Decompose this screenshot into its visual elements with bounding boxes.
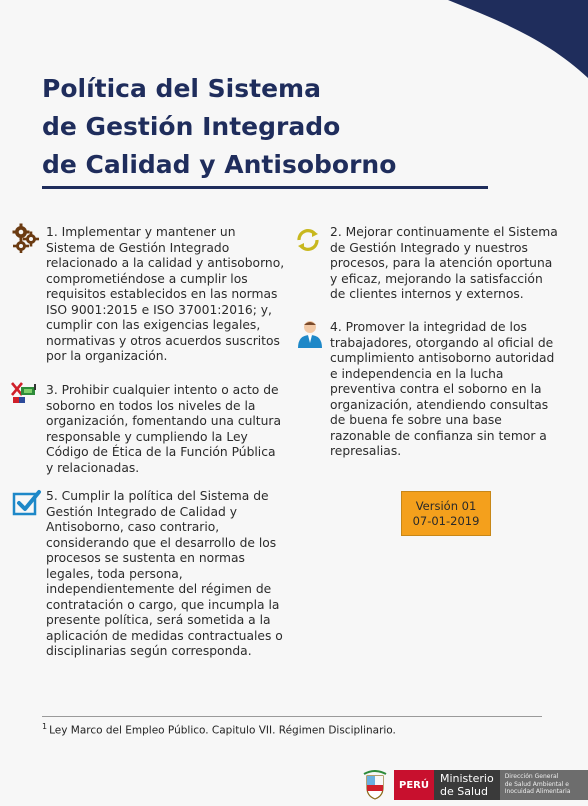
peru-coat-of-arms-icon [362,770,388,800]
policy-item-5 [46,489,286,660]
direction-line-3: Inocuidad Alimentaria [504,788,571,795]
version-date: 07-01-2019 [412,513,480,528]
policy-item-2-text: 2. Mejorar continuamente el Sistema de Gestión Integrado y nuestros procesos, para la atención oportuna y eficaz, mejorando la satisfacción de clientes internos y externos. [330,225,558,301]
footnote-divider [42,716,542,717]
title-line-2: de Gestión Integrado [42,112,341,141]
title-line-3: de Calidad y Antisoborno [42,150,397,179]
version-label: Versión 01 [415,498,477,513]
direction-line-2: de Salud Ambiental e [504,780,569,788]
policy-item-1 [46,225,286,365]
footnote-text: Ley Marco del Empleo Público. Capitulo VII. Régimen Disciplinario. [49,724,396,737]
ministry-logo [362,768,588,802]
policy-item-1-text: 1. Implementar y mantener un Sistema de Gestión Integrado relacionado a la calidad y antisoborno, comprometiéndose a cumplir los requisitos establecidos en las normas ISO 9001:2015 e ISO 37001:2016; y, cumplir con las exigencias legales, normativas y otros acuerdos suscritos por la organización. [46,225,285,363]
gears-icon [12,223,40,253]
policy-item-4-text: 4. Promover la integridad de los trabajadores, otorgando al oficial de cumplimiento antisoborno autoridad e independencia en la lucha preventiva contra el soborno en la organización, atendiendo consultas de buena fe sobre una base razonable de confianza sin temor a represalias. [330,320,555,458]
refresh-icon [293,225,323,255]
policy-item-4 [330,320,560,460]
no-bribery-icon [10,381,42,405]
footnote-mark: 1 [42,722,48,731]
person-icon [295,318,325,350]
ministry-name [434,770,500,800]
page-title [42,70,492,184]
corner-decoration [408,0,588,80]
checkbox-icon [12,489,42,517]
direction-line-1: Dirección General [504,773,559,780]
policy-item-2 [330,225,560,303]
peru-label: PERÚ [394,770,434,800]
ministry-line-1: Ministerio [439,772,494,785]
title-line-1: Política del Sistema [42,74,321,103]
policy-item-3-text: 3. Prohibir cualquier intento o acto de soborno en todos los niveles de la organización, fomentando una cultura responsable y cumpliendo la Ley Código de Ética de la Función Pública y relacionadas. [46,383,282,475]
policy-item-5-text: 5. Cumplir la política del Sistema de Gestión Integrado de Calidad y Antisoborno, caso contrario, considerando que el desarrollo de los procesos se sustenta en normas legales, toda persona, independientemente del régimen de contratación o cargo, que incumpla la presente política, será sometida a la aplicación de medidas contractuales o disciplinarias según corresponda. [46,489,283,658]
version-badge [401,491,491,536]
policy-item-3 [46,383,286,476]
title-divider [42,186,488,189]
footnote [42,722,396,737]
ministry-line-2: de Salud [439,785,488,798]
direction-name [500,770,588,800]
